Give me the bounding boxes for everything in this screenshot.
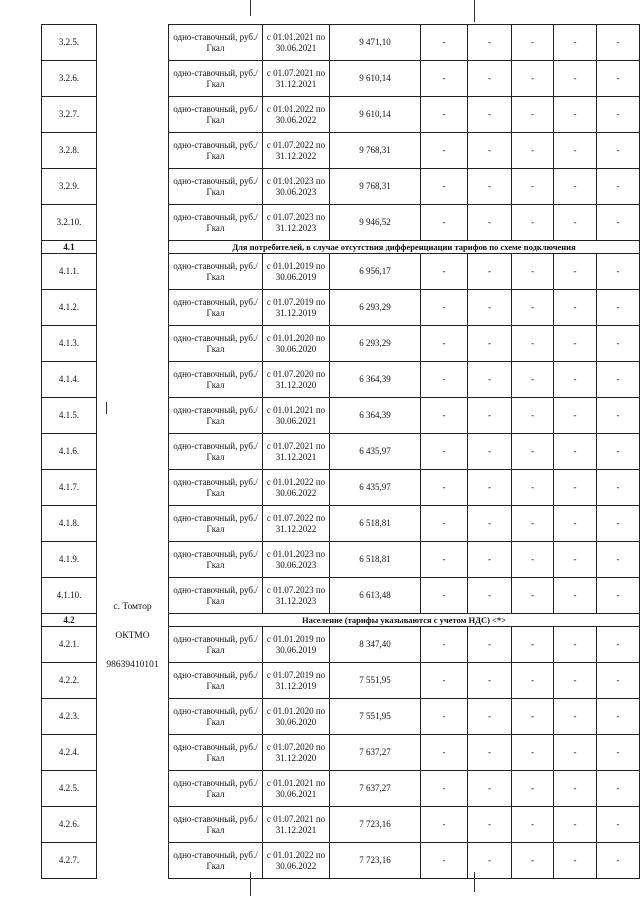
rate-type: одно-ставочный, руб./Гкал [169,290,263,326]
empty-cell: - [597,434,640,470]
row-number: 3.2.10. [42,205,97,241]
empty-cell: - [597,807,640,843]
empty-cell: - [468,699,512,735]
empty-cell: - [468,362,512,398]
empty-cell: - [554,663,597,699]
empty-cell: - [421,362,468,398]
empty-cell: - [421,97,468,133]
empty-cell: - [554,735,597,771]
validity-period: с 01.01.2023 по 30.06.2023 [263,542,330,578]
empty-cell: - [597,398,640,434]
empty-cell: - [512,290,554,326]
scan-mark [250,0,251,16]
empty-cell: - [421,470,468,506]
empty-cell: - [512,398,554,434]
empty-cell: - [512,205,554,241]
row-number: 4.1.2. [42,290,97,326]
tariff-value: 6 518,81 [330,542,421,578]
rate-type: одно-ставочный, руб./Гкал [169,578,263,614]
empty-cell: - [554,434,597,470]
empty-cell: - [421,434,468,470]
settlement-name: с. Томтор [113,601,152,612]
validity-period: с 01.07.2019 по 31.12.2019 [263,290,330,326]
validity-period: с 01.01.2019 по 30.06.2019 [263,254,330,290]
empty-cell: - [512,362,554,398]
empty-cell: - [512,578,554,614]
empty-cell: - [597,25,640,61]
rate-type: одно-ставочный, руб./Гкал [169,627,263,663]
row-number: 4.2.1. [42,627,97,663]
row-number: 4.1.6. [42,434,97,470]
empty-cell: - [421,25,468,61]
validity-period: с 01.07.2019 по 31.12.2019 [263,663,330,699]
empty-cell: - [512,735,554,771]
empty-cell: - [421,627,468,663]
empty-cell: - [512,627,554,663]
row-number: 4.1.9. [42,542,97,578]
tariff-value: 6 435,97 [330,470,421,506]
tariff-value: 6 364,39 [330,398,421,434]
section-number: 4.2 [42,614,97,627]
empty-cell: - [554,771,597,807]
empty-cell: - [597,506,640,542]
tariff-value: 7 723,16 [330,807,421,843]
empty-cell: - [597,61,640,97]
empty-cell: - [421,843,468,879]
empty-cell: - [421,735,468,771]
validity-period: с 01.07.2020 по 31.12.2020 [263,735,330,771]
rate-type: одно-ставочный, руб./Гкал [169,843,263,879]
tariff-value: 9 768,31 [330,169,421,205]
empty-cell: - [468,326,512,362]
empty-cell: - [554,578,597,614]
empty-cell: - [421,133,468,169]
empty-cell: - [468,205,512,241]
oktmo-code: 98639410101 [106,659,159,670]
rate-type: одно-ставочный, руб./Гкал [169,470,263,506]
validity-period: с 01.01.2022 по 30.06.2022 [263,843,330,879]
empty-cell: - [597,362,640,398]
tariff-value: 7 637,27 [330,771,421,807]
rate-type: одно-ставочный, руб./Гкал [169,807,263,843]
rate-type: одно-ставочный, руб./Гкал [169,771,263,807]
empty-cell: - [597,542,640,578]
empty-cell: - [468,25,512,61]
rate-type: одно-ставочный, руб./Гкал [169,25,263,61]
row-number: 4.2.6. [42,807,97,843]
tariff-value: 7 551,95 [330,699,421,735]
section-title: Население (тарифы указываются с учетом НДС) <*> [169,614,640,627]
tariff-value: 6 956,17 [330,254,421,290]
validity-period: с 01.01.2020 по 30.06.2020 [263,699,330,735]
empty-cell: - [554,290,597,326]
tariff-value: 7 551,95 [330,663,421,699]
empty-cell: - [554,169,597,205]
empty-cell: - [597,627,640,663]
rate-type: одно-ставочный, руб./Гкал [169,97,263,133]
scan-mark [106,402,107,414]
empty-cell: - [421,578,468,614]
validity-period: с 01.07.2020 по 31.12.2020 [263,362,330,398]
tariff-value: 6 293,29 [330,290,421,326]
empty-cell: - [468,254,512,290]
empty-cell: - [468,843,512,879]
tariff-value: 6 613,48 [330,578,421,614]
empty-cell: - [597,326,640,362]
row-number: 3.2.9. [42,169,97,205]
empty-cell: - [597,735,640,771]
rate-type: одно-ставочный, руб./Гкал [169,61,263,97]
empty-cell: - [597,169,640,205]
empty-cell: - [512,326,554,362]
validity-period: с 01.07.2023 по 31.12.2023 [263,205,330,241]
tariff-row [42,25,640,61]
rate-type: одно-ставочный, руб./Гкал [169,542,263,578]
empty-cell: - [512,663,554,699]
empty-cell: - [421,290,468,326]
rate-type: одно-ставочный, руб./Гкал [169,398,263,434]
empty-cell: - [421,61,468,97]
empty-cell: - [468,506,512,542]
row-number: 4.1.4. [42,362,97,398]
empty-cell: - [554,326,597,362]
empty-cell: - [468,663,512,699]
row-number: 4.1.7. [42,470,97,506]
empty-cell: - [554,25,597,61]
empty-cell: - [597,578,640,614]
empty-cell: - [468,578,512,614]
empty-cell: - [512,542,554,578]
empty-cell: - [468,807,512,843]
territory-spacer [97,25,168,591]
validity-period: с 01.01.2019 по 30.06.2019 [263,627,330,663]
empty-cell: - [554,807,597,843]
empty-cell: - [554,627,597,663]
tariff-value: 7 723,16 [330,843,421,879]
tariff-value: 9 768,31 [330,133,421,169]
rate-type: одно-ставочный, руб./Гкал [169,169,263,205]
validity-period: с 01.07.2021 по 31.12.2021 [263,807,330,843]
scan-mark [474,0,475,22]
rate-type: одно-ставочный, руб./Гкал [169,205,263,241]
empty-cell: - [554,506,597,542]
tariff-value: 8 347,40 [330,627,421,663]
rate-type: одно-ставочный, руб./Гкал [169,434,263,470]
empty-cell: - [597,205,640,241]
empty-cell: - [597,470,640,506]
rate-type: одно-ставочный, руб./Гкал [169,506,263,542]
row-number: 4.1.8. [42,506,97,542]
empty-cell: - [554,97,597,133]
validity-period: с 01.01.2020 по 30.06.2020 [263,326,330,362]
row-number: 3.2.7. [42,97,97,133]
territory-cell [97,25,169,879]
empty-cell: - [597,843,640,879]
empty-cell: - [512,699,554,735]
row-number: 4.2.2. [42,663,97,699]
oktmo-label: ОКТМО [115,630,150,641]
empty-cell: - [597,97,640,133]
empty-cell: - [597,254,640,290]
empty-cell: - [512,470,554,506]
empty-cell: - [421,807,468,843]
tariff-value: 9 471,10 [330,25,421,61]
section-title: Для потребителей, в случае отсутствия дифференциации тарифов по схеме подключения [169,241,640,254]
empty-cell: - [512,434,554,470]
tariff-value: 9 610,14 [330,61,421,97]
empty-cell: - [554,205,597,241]
empty-cell: - [421,542,468,578]
empty-cell: - [554,133,597,169]
row-number: 3.2.6. [42,61,97,97]
row-number: 4.2.7. [42,843,97,879]
empty-cell: - [597,290,640,326]
empty-cell: - [468,434,512,470]
empty-cell: - [468,771,512,807]
scan-mark [474,872,475,892]
empty-cell: - [597,699,640,735]
tariff-value: 6 518,81 [330,506,421,542]
empty-cell: - [421,326,468,362]
row-number: 4.1.3. [42,326,97,362]
empty-cell: - [597,663,640,699]
validity-period: с 01.07.2022 по 31.12.2022 [263,506,330,542]
validity-period: с 01.07.2023 по 31.12.2023 [263,578,330,614]
tariff-value: 6 364,39 [330,362,421,398]
empty-cell: - [421,169,468,205]
rate-type: одно-ставочный, руб./Гкал [169,254,263,290]
tariff-value: 6 293,29 [330,326,421,362]
validity-period: с 01.01.2021 по 30.06.2021 [263,398,330,434]
empty-cell: - [512,133,554,169]
empty-cell: - [512,843,554,879]
validity-period: с 01.01.2022 по 30.06.2022 [263,470,330,506]
empty-cell: - [421,771,468,807]
row-number: 4.1.10. [42,578,97,614]
empty-cell: - [554,470,597,506]
rate-type: одно-ставочный, руб./Гкал [169,362,263,398]
empty-cell: - [468,61,512,97]
row-number: 4.1.1. [42,254,97,290]
tariff-value: 9 610,14 [330,97,421,133]
validity-period: с 01.01.2021 по 30.06.2021 [263,25,330,61]
empty-cell: - [468,97,512,133]
empty-cell: - [421,205,468,241]
tariff-value: 6 435,97 [330,434,421,470]
empty-cell: - [421,254,468,290]
row-number: 4.2.3. [42,699,97,735]
empty-cell: - [554,61,597,97]
empty-cell: - [512,61,554,97]
territory-block [97,591,168,680]
tariff-table-body [42,25,640,879]
empty-cell: - [512,254,554,290]
empty-cell: - [468,627,512,663]
validity-period: с 01.01.2023 по 30.06.2023 [263,169,330,205]
row-number: 4.2.4. [42,735,97,771]
scan-mark [250,872,251,896]
rate-type: одно-ставочный, руб./Гкал [169,326,263,362]
row-number: 3.2.5. [42,25,97,61]
tariff-value: 9 946,52 [330,205,421,241]
empty-cell: - [512,506,554,542]
empty-cell: - [468,470,512,506]
empty-cell: - [468,735,512,771]
empty-cell: - [554,843,597,879]
row-number: 4.2.5. [42,771,97,807]
validity-period: с 01.01.2021 по 30.06.2021 [263,771,330,807]
empty-cell: - [554,699,597,735]
empty-cell: - [554,398,597,434]
empty-cell: - [421,699,468,735]
empty-cell: - [512,771,554,807]
empty-cell: - [554,254,597,290]
empty-cell: - [421,398,468,434]
empty-cell: - [468,133,512,169]
validity-period: с 01.07.2021 по 31.12.2021 [263,61,330,97]
empty-cell: - [597,133,640,169]
validity-period: с 01.01.2022 по 30.06.2022 [263,97,330,133]
empty-cell: - [512,25,554,61]
rate-type: одно-ставочный, руб./Гкал [169,699,263,735]
empty-cell: - [554,542,597,578]
row-number: 3.2.8. [42,133,97,169]
rate-type: одно-ставочный, руб./Гкал [169,735,263,771]
empty-cell: - [597,771,640,807]
empty-cell: - [468,169,512,205]
tariff-table [41,24,640,879]
validity-period: с 01.07.2021 по 31.12.2021 [263,434,330,470]
empty-cell: - [512,169,554,205]
empty-cell: - [468,290,512,326]
rate-type: одно-ставочный, руб./Гкал [169,133,263,169]
empty-cell: - [554,362,597,398]
empty-cell: - [512,807,554,843]
tariff-value: 7 637,27 [330,735,421,771]
rate-type: одно-ставочный, руб./Гкал [169,663,263,699]
empty-cell: - [421,663,468,699]
empty-cell: - [468,398,512,434]
empty-cell: - [512,97,554,133]
empty-cell: - [421,506,468,542]
empty-cell: - [468,542,512,578]
row-number: 4.1.5. [42,398,97,434]
section-number: 4.1 [42,241,97,254]
validity-period: с 01.07.2022 по 31.12.2022 [263,133,330,169]
